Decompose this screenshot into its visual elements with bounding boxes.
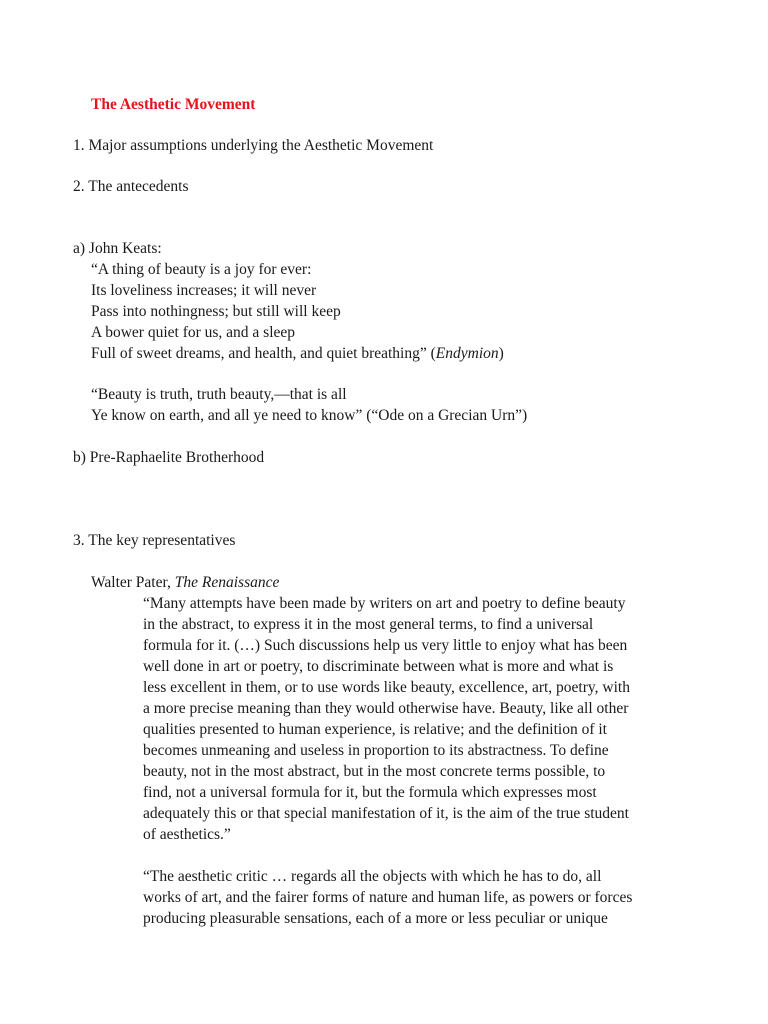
quote-line: less excellent in them, or to use words like beauty, excellence, art, poetry, with bbox=[143, 679, 630, 696]
quote-line: producing pleasurable sensations, each of a more or less peculiar or unique bbox=[143, 910, 608, 927]
quote-line: “Many attempts have been made by writers on art and poetry to define beauty bbox=[143, 595, 626, 612]
endymion-last-prefix: Full of sweet dreams, and health, and quiet breathing” ( bbox=[91, 345, 436, 362]
section-heading-3: 3. The key representatives bbox=[73, 532, 236, 549]
quote-line: qualities presented to human experience, is relative; and the definition of it bbox=[143, 721, 607, 738]
quote-line: find, not a universal formula for it, but the formula which expresses most bbox=[143, 784, 597, 801]
quote-line: formula for it. (…) Such discussions help us very little to enjoy what has been bbox=[143, 637, 628, 654]
keats-label: a) John Keats: bbox=[73, 240, 162, 257]
endymion-line: Its loveliness increases; it will never bbox=[91, 282, 317, 299]
pater-citation bbox=[91, 572, 279, 593]
urn-line: “Beauty is truth, truth beauty,—that is all bbox=[91, 386, 347, 403]
section-heading-1: 1. Major assumptions underlying the Aesthetic Movement bbox=[73, 137, 434, 154]
quote-line: of aesthetics.” bbox=[143, 826, 231, 843]
endymion-title: Endymion bbox=[435, 345, 499, 362]
quote-line: works of art, and the fairer forms of nature and human life, as powers or forces bbox=[143, 889, 633, 906]
prb-label: b) Pre-Raphaelite Brotherhood bbox=[73, 449, 265, 466]
quote-line: becomes unmeaning and useless in proportion to its abstractness. To define bbox=[143, 742, 609, 759]
section-heading-2: 2. The antecedents bbox=[73, 178, 189, 195]
urn-line: Ye know on earth, and all ye need to know” (“Ode on a Grecian Urn”) bbox=[91, 407, 528, 424]
page-title: The Aesthetic Movement bbox=[91, 96, 256, 113]
endymion-last-suffix: ) bbox=[498, 345, 504, 362]
quote-line: beauty, not in the most abstract, but in the most concrete terms possible, to bbox=[143, 763, 606, 780]
endymion-last-line bbox=[91, 343, 504, 364]
pater-author: Walter Pater, bbox=[91, 574, 175, 591]
endymion-line: A bower quiet for us, and a sleep bbox=[91, 324, 296, 341]
quote-line: well done in art or poetry, to discriminate between what is more and what is bbox=[143, 658, 614, 675]
quote-line: adequately this or that special manifestation of it, is the aim of the true student bbox=[143, 805, 629, 822]
quote-line: a more precise meaning than they would otherwise have. Beauty, like all other bbox=[143, 700, 629, 717]
endymion-line: “A thing of beauty is a joy for ever: bbox=[91, 261, 312, 278]
quote-line: “The aesthetic critic … regards all the objects with which he has to do, all bbox=[143, 868, 602, 885]
quote-line: in the abstract, to express it in the most general terms, to find a universal bbox=[143, 616, 594, 633]
pater-work-title: The Renaissance bbox=[174, 574, 280, 591]
endymion-line: Pass into nothingness; but still will keep bbox=[91, 303, 341, 320]
